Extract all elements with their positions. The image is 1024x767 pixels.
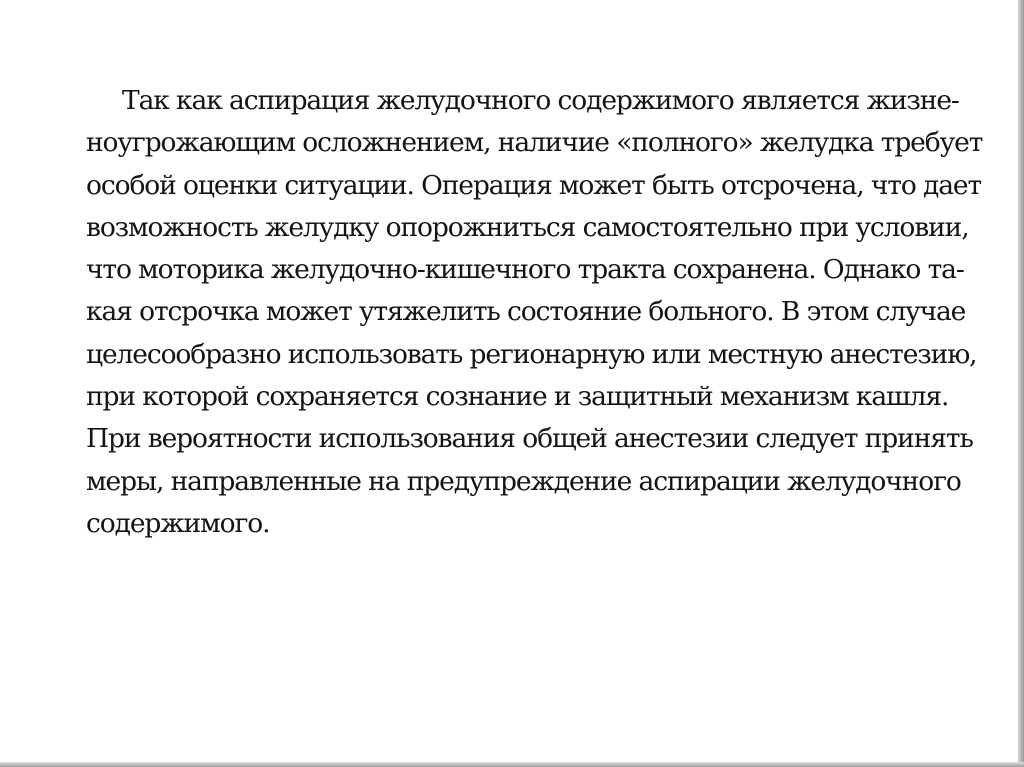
text-line-10: меры, направленные на предупреждение аспирации желудочного (86, 465, 961, 497)
text-line-9: При вероятности использования общей анестезии следует принять (86, 423, 973, 455)
text-line-2: ноугрожающим осложнением, наличие «полного» желудка требует (86, 127, 983, 159)
page-edge-bottom (0, 762, 1024, 767)
text-line-1: Так как аспирация желудочного содержимого является жизне- (122, 85, 959, 116)
text-line-6: кая отсрочка может утяжелить состояние больного. В этом случае (86, 296, 966, 328)
paragraph (86, 80, 983, 545)
text-line-4: возможность желудку опорожниться самостоятельно при условии, (86, 211, 969, 243)
text-line-5: что моторика желудочно-кишечного тракта сохранена. Однако та- (86, 254, 964, 286)
text-line-7: целесообразно использовать регионарную или местную анестезию, (86, 338, 977, 370)
text-line-3: особой оценки ситуации. Операция может быть отсрочена, что дает (86, 169, 982, 201)
text-line-11: содержимого. (86, 507, 270, 539)
text-line-8: при которой сохраняется сознание и защитный механизм кашля. (86, 381, 949, 413)
page-edge-right (1018, 0, 1024, 767)
